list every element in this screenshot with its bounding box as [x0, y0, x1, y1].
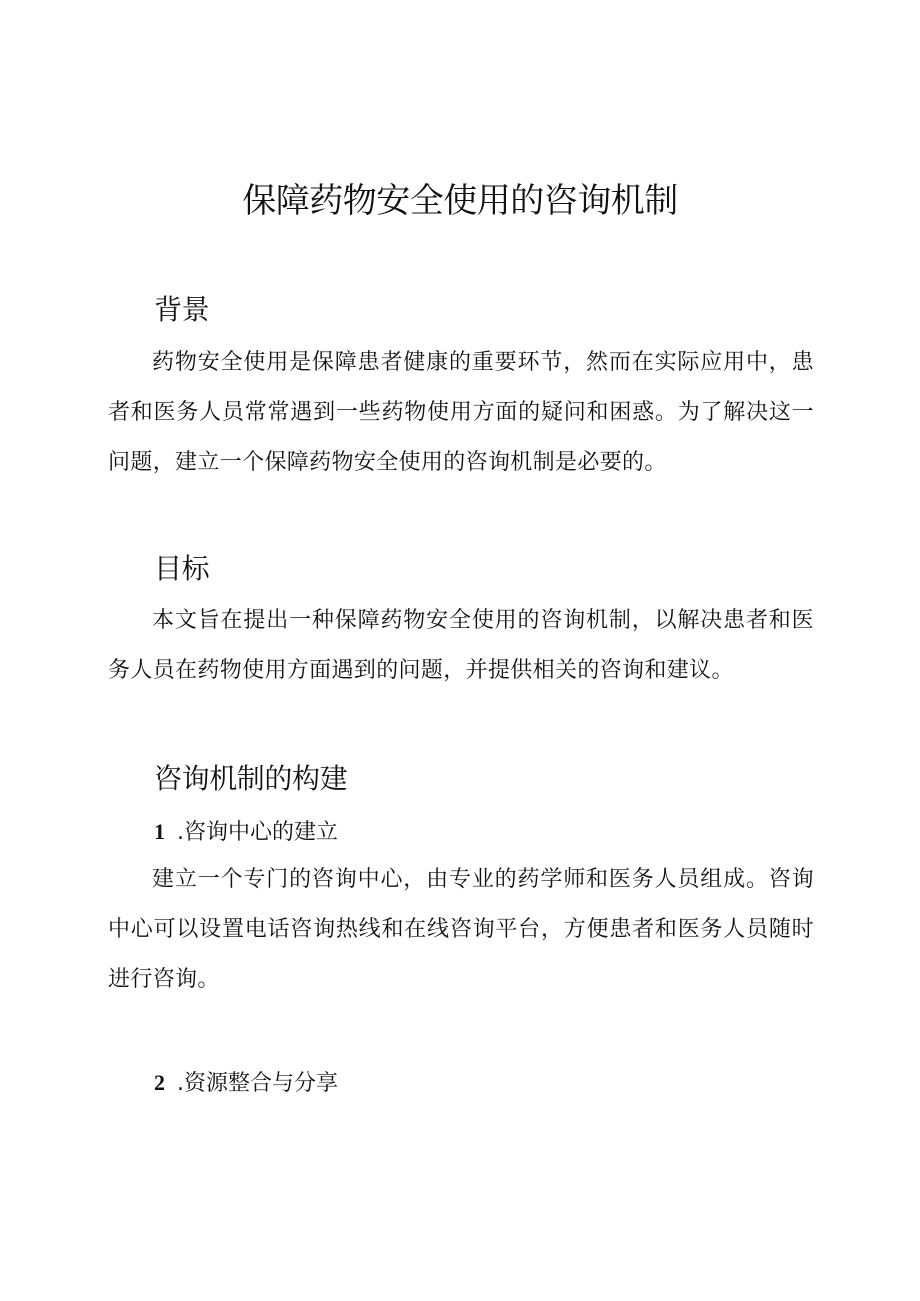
consultation-center-subheading [154, 817, 338, 848]
resource-sharing-subheading [154, 1068, 338, 1099]
goal-paragraph: 本文旨在提出一种保障药物安全使用的咨询机制，以解决患者和医务人员在药物使用方面遇到的问题，并提供相关的咨询和建议。 [108, 608, 814, 683]
goal-heading: 目标 [154, 552, 210, 585]
background-heading: 背景 [154, 293, 210, 326]
subheading-label: .咨询中心的建立 [177, 820, 338, 845]
consultation-center-paragraph: 建立一个专门的咨询中心，由专业的药学师和医务人员组成。咨询中心可以设置电话咨询热线和在线咨询平台，方便患者和医务人员随时进行咨询。 [108, 867, 814, 992]
background-paragraph: 药物安全使用是保障患者健康的重要环节，然而在实际应用中，患者和医务人员常常遇到一些药物使用方面的疑问和困惑。为了解决这一问题，建立一个保障药物安全使用的咨询机制是必要的。 [108, 350, 814, 475]
subheading-number: 1 [154, 819, 165, 844]
construction-heading: 咨询机制的构建 [154, 762, 348, 795]
subheading-label: .资源整合与分享 [177, 1071, 338, 1096]
document-title: 保障药物安全使用的咨询机制 [242, 181, 678, 221]
subheading-number: 2 [154, 1070, 165, 1095]
